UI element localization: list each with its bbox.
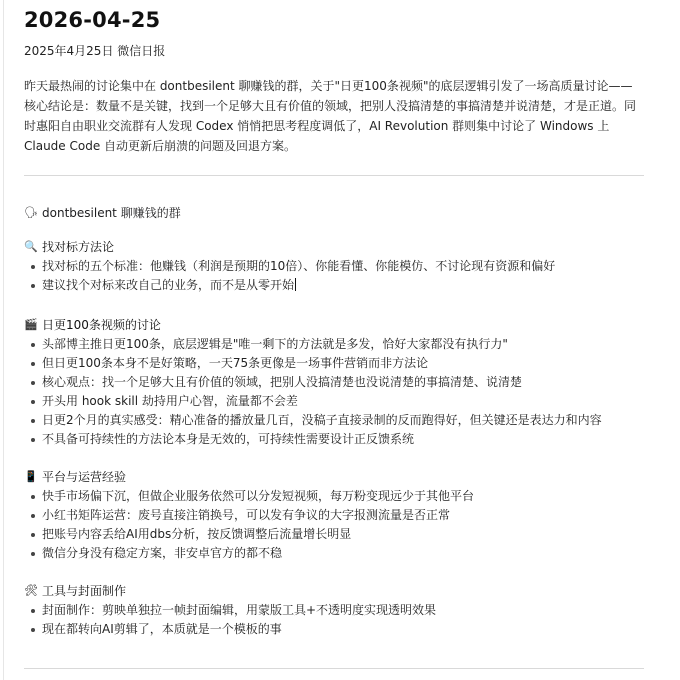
- mobile-phone-icon: 📱: [24, 470, 38, 483]
- bullet-list: [24, 601, 644, 639]
- list-item: 快手市场偏下沉，但做企业服务依然可以分发短视频，每万粉变现远少于其他平台: [24, 487, 644, 506]
- divider: [24, 175, 644, 176]
- section-find-benchmark: [24, 237, 644, 295]
- list-item[interactable]: [24, 276, 644, 295]
- section-heading: [24, 467, 644, 487]
- list-item: 头部博主推日更100条，底层逻辑是"唯一剩下的方法就是多发，恰好大家都没有执行力": [24, 335, 644, 354]
- group-title: [24, 204, 181, 221]
- list-item: 但日更100条本身不是好策略，一天75条更像是一场事件营销而非方法论: [24, 354, 644, 373]
- list-item: 把账号内容丢给AI用dbs分析，按反馈调整后流量增长明显: [24, 525, 644, 544]
- list-item-text: 建议找个对标来改自己的业务，而不是从零开始: [42, 278, 295, 292]
- magnifier-icon: 🔍: [24, 240, 38, 253]
- summary-paragraph: 昨天最热闹的讨论集中在 dontbesilent 聊赚钱的群，关于"日更100条视频"的底层逻辑引发了一场高质量讨论——核心结论是：数量不是关键，找到一个足够大且有价值的领域，把别人没搞清楚的事搞清楚并说清楚，才是正道。同时惠阳自由职业交流群有人发现 Codex 悄悄把思考程度调低了，AI Revolution 群则集中讨论了 Windows 上 Claude Code 自动更新后崩溃的问题及回退方案。: [24, 79, 637, 153]
- list-item: 日更2个月的真实感受：精心准备的播放量几百，没稿子直接录制的反而跑得好，但关键还是表达力和内容: [24, 411, 644, 430]
- speaking-head-icon: 🗣: [24, 206, 38, 219]
- section-heading-text: 找对标方法论: [42, 240, 115, 254]
- page-title: 2026-04-25: [24, 8, 161, 32]
- hammer-wrench-icon: 🛠: [24, 584, 38, 597]
- list-item: 小红书矩阵运营：废号直接注销换号，可以发有争议的大字报测流量是否正常: [24, 506, 644, 525]
- list-item: 不具备可持续性的方法论本身是无效的，可持续性需要设计正反馈系统: [24, 430, 644, 449]
- section-heading-text: 工具与封面制作: [42, 584, 127, 598]
- list-item: 现在都转向AI剪辑了，本质就是一个模板的事: [24, 620, 644, 639]
- list-item: 封面制作：剪映单独拉一帧封面编辑，用蒙版工具+不透明度实现透明效果: [24, 601, 644, 620]
- group-name: dontbesilent 聊赚钱的群: [42, 206, 181, 220]
- section-heading-text: 日更100条视频的讨论: [42, 318, 161, 332]
- list-item: 核心观点：找一个足够大且有价值的领域，把别人没搞清楚也没说清楚的事搞清楚、说清楚: [24, 373, 644, 392]
- page-subtitle: 2025年4月25日 微信日报: [24, 44, 166, 58]
- text-cursor: [295, 278, 296, 291]
- divider: [24, 668, 644, 669]
- section-daily-videos: [24, 315, 644, 449]
- list-item: 找对标的五个标准：他赚钱（利润是预期的10倍）、你能看懂、你能模仿、不讨论现有资源和偏好: [24, 257, 644, 276]
- section-heading: [24, 315, 644, 335]
- list-item: 微信分身没有稳定方案，非安卓官方的都不稳: [24, 544, 644, 563]
- section-heading-text: 平台与运营经验: [42, 470, 127, 484]
- section-heading: [24, 237, 644, 257]
- bullet-list: [24, 335, 644, 449]
- bullet-list: [24, 487, 644, 563]
- section-platform-operations: [24, 467, 644, 563]
- section-heading: [24, 581, 644, 601]
- list-item: 开头用 hook skill 劫持用户心智，流量都不会差: [24, 392, 644, 411]
- bullet-list: [24, 257, 644, 295]
- left-border: [3, 0, 4, 680]
- clapper-board-icon: 🎬: [24, 318, 38, 331]
- section-tools-covers: [24, 581, 644, 639]
